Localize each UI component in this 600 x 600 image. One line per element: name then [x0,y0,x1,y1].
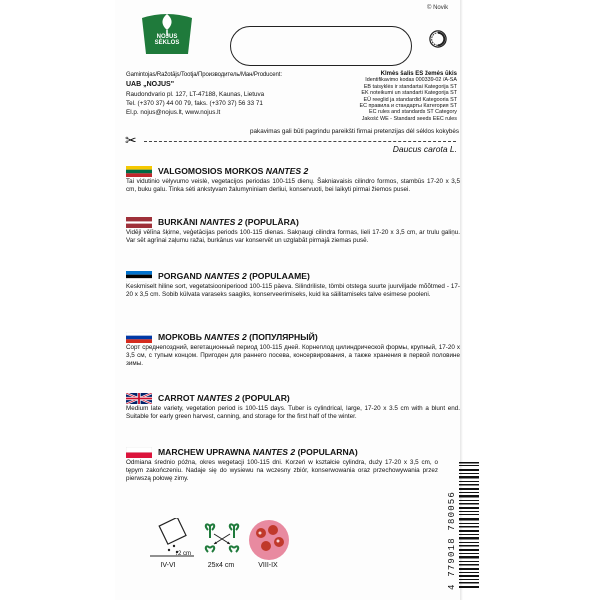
cut-line [144,141,456,142]
section-title: BURKĀNI NANTES 2 (POPULĀRA) [158,217,299,227]
copyright-note: © Novik [427,5,449,11]
section-body: Сорт среднепоздний, вегетационный период 100-115 дней. Корнеплод цилиндрической формы, крупный, 17-20 x 3,5 см, с тупым концом. Пригоден для раннего посева, консервирования, а также хранения в первой половине зимы. [126,344,460,367]
scissors-icon: ✂ [125,132,137,148]
harvest-icon [246,518,292,562]
estonia-flag-icon [126,271,152,282]
green-dot-icon [429,30,447,48]
section-title: PORGAND NANTES 2 (POPULAAME) [158,271,310,281]
section-ru [126,331,460,368]
section-en [126,392,460,421]
uk-flag-icon [126,393,152,404]
cert-line: EK noteikumi un standarti Kategorija ST [361,90,457,97]
section-title: МОРКОВЬ NANTES 2 (ПОПУЛЯРНЫЙ) [158,332,318,342]
cert-line: EÜ reeglid ja standardid Kategooria ST [363,96,457,103]
claim-note: pakavimas gali būti pagrindu pareikšti firmai pretenzijas dėl sėklos kokybės [250,128,459,135]
poland-flag-icon [126,447,152,458]
section-body: Medium late variety, vegetation period is 100-115 days. Tuber is cylindrical, large, 17-20 x 3.5 cm with a blunt end. Suitable for early green harvest, canning, and storage for the first half of the winter. [126,405,460,420]
cert-line: EC rules and standards ST Category [369,109,457,116]
section-title: MARCHEW UPRAWNA NANTES 2 (POPULARNA) [158,447,358,457]
cert-line: Jakość WE - Standard seeds EEC rules [361,115,457,122]
section-title: CARROT NANTES 2 (POPULAR) [158,393,290,403]
lithuania-flag-icon [126,166,152,177]
sowing-label: IV-VI [160,562,176,569]
barcode [459,460,479,590]
spacing-label: 25x4 cm [207,562,235,569]
section-pl [126,446,460,483]
producer-address: Raudondvario pl. 127, LT-47188, Kaunas, Lietuva [126,90,265,98]
section-body: Tai vidutinio vėlyvumo veislė, vegetacijos periodas 100-115 dienų. Šakniavaisis cilindro formos, stambūs 17-20 x 3,5 cm, buku galu. Tinka sėti ankstyvam žalumyniniam derliui, konservuoti, bei laikyti pirmai žiemos pusei. [126,178,460,193]
sowing-depth: ↕2 cm [175,551,192,557]
section-title: VALGOMOSIOS MORKOS NANTES 2 [158,166,309,176]
section-ee [126,270,460,299]
logo-line2: SĖKLOS [154,40,180,46]
harvest-label: VIII-IX [258,562,278,569]
latin-name: Daucus carota L. [392,144,457,154]
cert-title: Klmės šalis ES žemės ūkis [380,71,457,77]
cert-line: Identifikavimo kodas 000339-02 /A-SA [365,77,457,84]
section-body: Vidēji vēlīna šķirne, veģetācijas periods 100-115 dienas. Sakņaugi cilindra formas, lieli 17-20 x 3,5 cm, ar trulu galiņu. Var sēt agrīnai zaļumu ražai, burkānus var konservēt un uzglabāt pirmajā ziemas pusē. [126,229,460,244]
section-lt [126,165,460,194]
certification-block [332,71,457,122]
russia-flag-icon [126,332,152,343]
cert-line: EB taisyklės ir standartai Kategorija ST [363,83,457,90]
producer-heading: Gamintojas/Ražotājs/Tootja/Производитель/Maн/Producent: [126,72,282,78]
producer-company: UAB „NOJUS" [126,81,175,89]
section-lv [126,216,460,245]
spacing-icon [200,518,246,558]
section-body: Keskmiselt hiline sort, vegetatsiooniperiood 100-115 päeva. Silindriliste, tömbi otstega suurte juurviljade mõõtmed - 17-20 x 3,5 cm. Sobib külvata varaseks saagiks, konserveerimiseks, kuid ka säilitamiseks talve esimese pooleni. [126,283,460,298]
section-body: Odmiana średnio późna, okres wegetacji 100-115 dni. Korzeń w kształcie cylindra, duży 17-20 x 3,5 cm, o tępym zakończeniu. Nadaje się do wysiewu na wczesny zbiór, konserwowania oraz przechowywania przez pierwszą połowę zimy. [126,459,438,482]
producer-phone: Tel. (+370 37) 44 00 79, faks. (+370 37) 56 33 71 [126,99,263,107]
hanging-slot [230,26,412,66]
cert-line: ЕС правила и стандарты Категория ST [359,103,457,110]
barcode-number: 4 779018 780056 [447,490,457,590]
latvia-flag-icon [126,217,152,228]
nojus-logo [138,8,196,58]
producer-email: El.p. nojus@nojus.lt, www.nojus.lt [126,109,221,117]
logo-line1: NOJUS [156,34,178,40]
producer-block [126,71,282,117]
